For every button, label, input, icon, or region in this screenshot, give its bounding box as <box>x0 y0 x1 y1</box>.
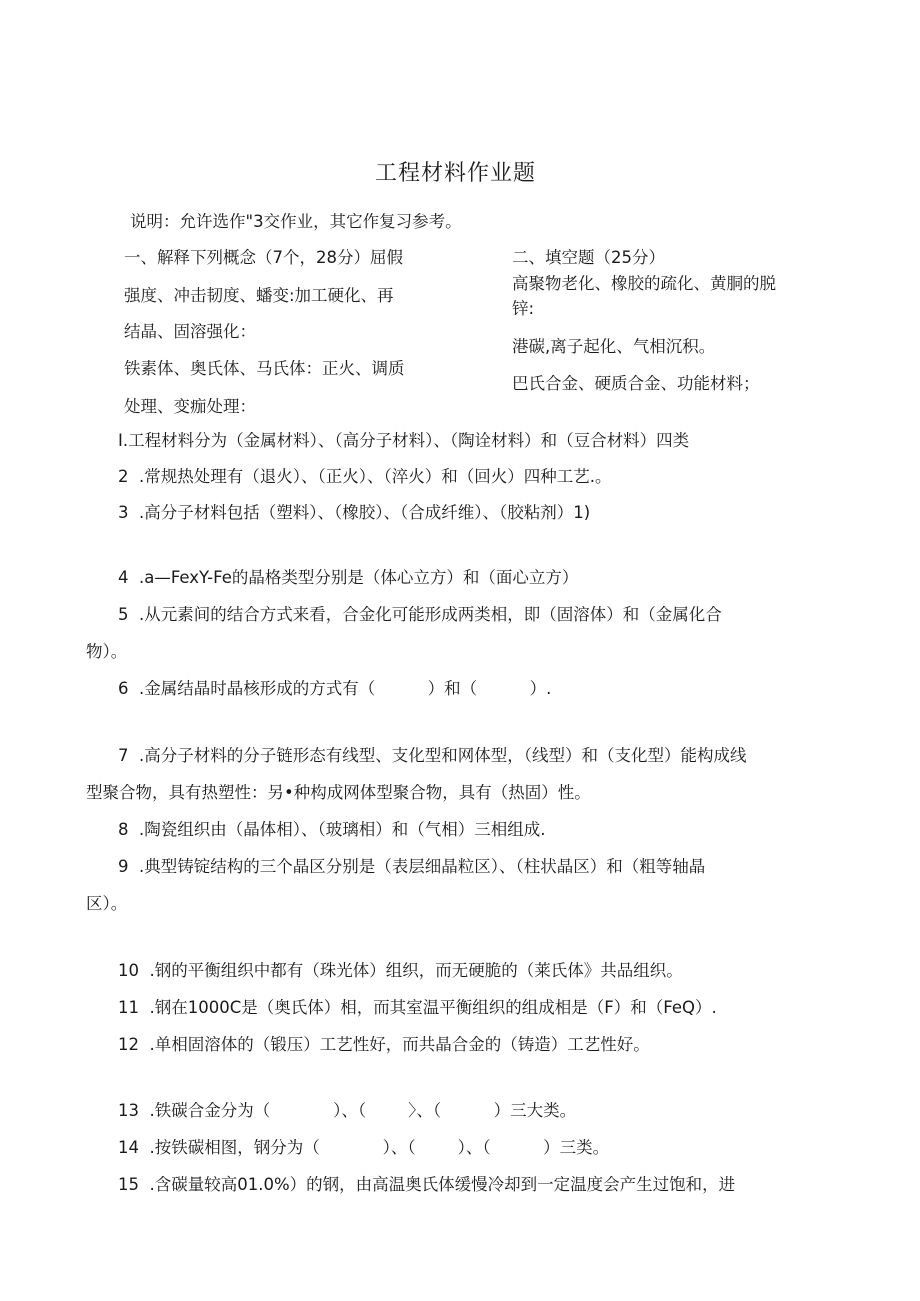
section-line: 高聚物老化、橡胶的疏化、黄胴的脱 <box>512 274 776 293</box>
question-line: I.工程材料分为（金属材料）、（高分子材料）、（陶诠材料）和（豆合材料）四类 <box>118 431 690 450</box>
question-line: 4 .a—FexY-Fe的晶格类型分别是（体心立方）和（面心立方） <box>118 568 579 587</box>
question-line: 区）。 <box>86 894 128 913</box>
question-line: 8 .陶瓷组织由（晶体相）、（玻璃相）和（气相）三相组成. <box>118 820 546 839</box>
question-line: 物）。 <box>86 642 128 661</box>
question-line: 9 .典型铸锭结构的三个晶区分别是（表层细晶粒区）、（柱状晶区）和（粗等轴晶 <box>118 857 706 876</box>
page-title: 工程材料作业题 <box>375 161 537 186</box>
question-line: 14 .按铁碳相图，钢分为（ ）、（ ）、（ ）三类。 <box>118 1138 610 1157</box>
question-line: 5 .从元素间的结合方式来看，合金化可能形成两类相，即（固溶体）和（金属化合 <box>118 605 722 624</box>
section-line: 结晶、固溶强化： <box>124 322 256 341</box>
question-line: 11 .钢在1000C是（奥氏体）相，而其室温平衡组织的组成相是（F）和（FeQ）. <box>118 998 717 1017</box>
question-line: 6 .金属结晶时晶核形成的方式有（ ）和（ ）. <box>118 679 552 698</box>
question-line: 13 .铁碳合金分为（ ）、（ 〉、（ ）三大类。 <box>118 1101 577 1120</box>
question-line: 2 .常规热处理有（退火）、（正火）、（淬火）和（回火）四种工艺.。 <box>118 467 612 486</box>
question-line: 7 .高分子材料的分子链形态有线型、支化型和网体型，（线型）和（支化型）能构成线 <box>118 746 747 765</box>
question-line: 10 .钢的平衡组织中都有（珠光体）组织，而无硬脆的（莱氏体》共品组织。 <box>118 961 683 980</box>
section-line: 港碳,离子起化、气相沉积。 <box>512 337 716 356</box>
section-line: 铁素体、奥氏体、马氏体：正火、调质 <box>124 359 405 378</box>
section-line: 强度、冲击韧度、蟠变:加工硬化、再 <box>124 286 394 305</box>
section-heading: 一、解释下列概念（7个，28分）屈假 <box>124 248 403 267</box>
question-line: 3 .高分子材料包括（塑料）、（橡胶）、（合成纤维）、（胶粘剂）1) <box>118 503 591 522</box>
section-heading: 二、填空题（25分） <box>512 248 665 267</box>
instruction-note: 说明：允许选作"3交作业，其它作复习参考。 <box>130 212 462 231</box>
question-line: 12 .单相固溶体的（锻压）工艺性好，而共晶合金的（铸造）工艺性好。 <box>118 1035 650 1054</box>
section-line: 巴氏合金、硬质合金、功能材料； <box>512 374 760 393</box>
question-line: 15 .含碳量较高01.0%）的钢，由高温奥氏体缓慢冷却到一定温度会产生过饱和，进 <box>118 1175 736 1194</box>
section-line: 处理、变痂处理： <box>124 397 256 416</box>
question-line: 型聚合物，具有热塑性：另•种构成网体型聚合物，具有（热固）性。 <box>86 783 591 802</box>
section-line: 锌: <box>512 299 535 318</box>
